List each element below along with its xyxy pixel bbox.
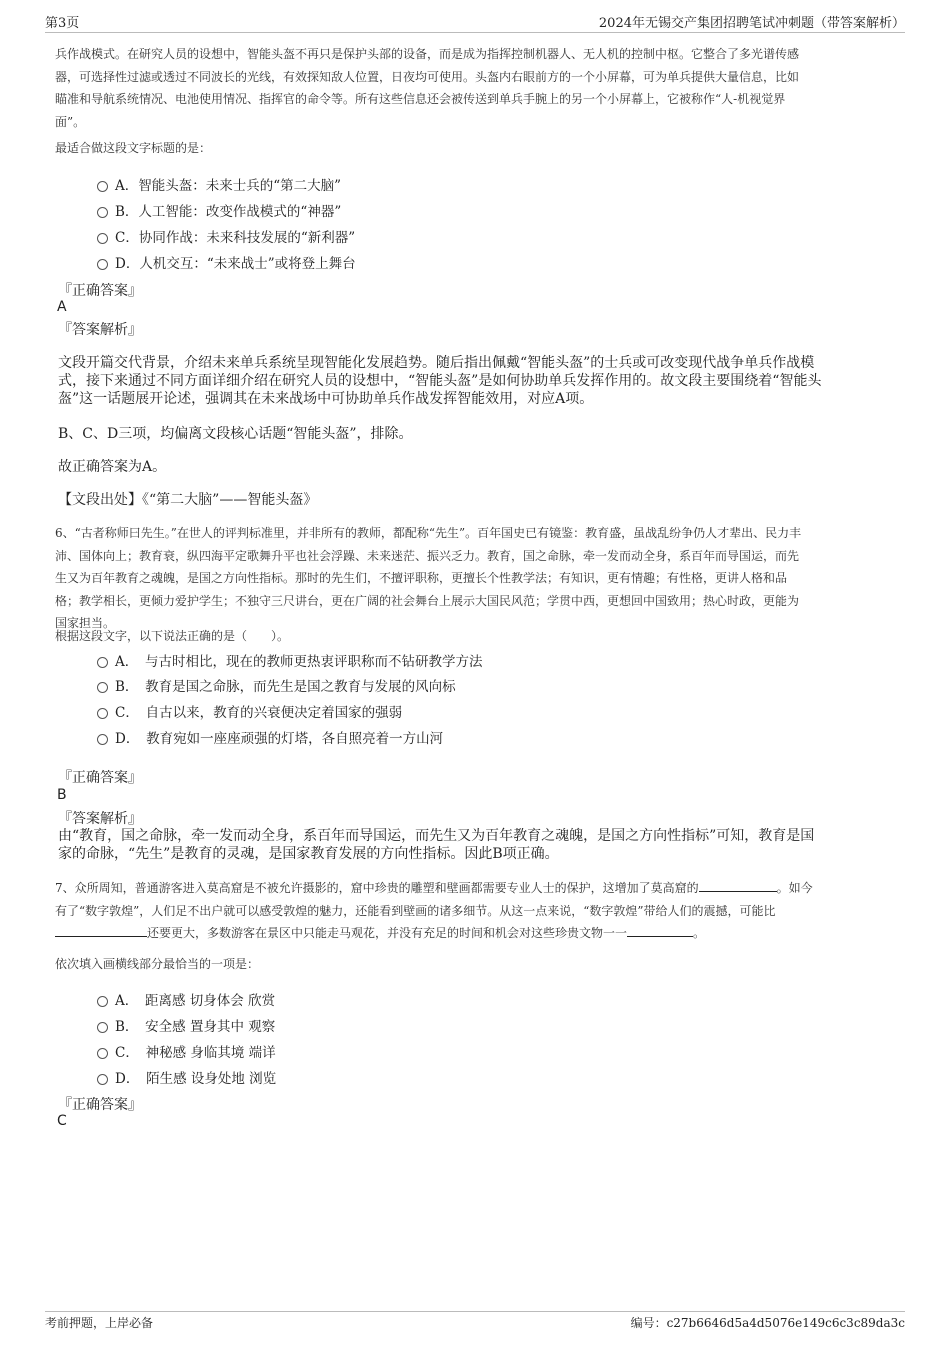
footer-divider bbox=[45, 1311, 905, 1312]
radio-icon[interactable] bbox=[97, 233, 108, 244]
q7-passage-line-3: 还要更大，多数游客在景区中只能走马观花，并没有充足的时间和机会对这些珍贵文物一一 。 bbox=[55, 922, 900, 945]
q7-passage bbox=[55, 877, 900, 945]
q5-answer: A bbox=[57, 299, 67, 315]
q7-option-a[interactable]: A． 距离感 切身体会 欣赏 bbox=[97, 989, 275, 1009]
q6-passage-line: 6、“古者称师曰先生。”在世人的评判标准里，并非所有的教师，都配称“先生”。百年国史已有镜鉴：教育盛，虽战乱纷争仍人才辈出、民力丰 bbox=[55, 526, 802, 540]
q5-analysis-header: 『答案解析』 bbox=[58, 322, 142, 338]
radio-icon[interactable] bbox=[97, 207, 108, 218]
q7-blank-3 bbox=[627, 922, 693, 937]
q6-option-a[interactable]: A． 与古时相比，现在的教师更热衷评职称而不钻研教学方法 bbox=[97, 650, 483, 670]
q5-passage-line: 器，可选择性过滤或透过不同波长的光线，有效探知敌人位置，日夜均可使用。头盔内右眼前方的一个小屏幕，可为单兵提供大量信息，比如 bbox=[55, 69, 800, 84]
q6-passage-line: 沛、国体向上；教育衰，纵四海平定歌舞升平也社会浮躁、未来迷茫、振兴乏力。教育，国之命脉，牵一发而动全身，系百年而导国运，而先 bbox=[55, 548, 800, 563]
q6-passage-line: 格；教学相长，更倾力爱护学生；不独守三尺讲台，更在广阔的社会舞台上展示大国民风范；学贯中西，更想回中国致用；热心时政，更能为 bbox=[55, 593, 800, 608]
radio-icon[interactable] bbox=[97, 996, 108, 1007]
q5-option-d[interactable]: D．人机交互：“未来战士”或将登上舞台 bbox=[97, 252, 356, 272]
q5-option-b[interactable]: B．人工智能：改变作战模式的“神器” bbox=[97, 200, 341, 220]
q7-answer: C bbox=[57, 1113, 67, 1129]
radio-icon[interactable] bbox=[97, 734, 108, 745]
q5-analysis-2: B、C、D三项，均偏离文段核心话题“智能头盔”，排除。 bbox=[58, 426, 413, 442]
q7-option-c[interactable]: C． 神秘感 身临其境 端详 bbox=[97, 1041, 276, 1061]
radio-icon[interactable] bbox=[97, 657, 108, 668]
q6-passage-line: 国家担当。 bbox=[55, 616, 116, 630]
q6-analysis-header: 『答案解析』 bbox=[58, 811, 142, 827]
document-title: 2024年无锡交产集团招聘笔试冲刺题（带答案解析） bbox=[598, 16, 905, 31]
q5-analysis-line: 文段开篇交代背景，介绍未来单兵系统呈现智能化发展趋势。随后指出佩戴“智能头盔”的士兵或可改变现代战争单兵作战模 bbox=[58, 355, 815, 371]
q7-answer-header: 『正确答案』 bbox=[58, 1097, 142, 1113]
header-divider bbox=[45, 32, 905, 33]
q7-option-d[interactable]: D． 陌生感 设身处地 浏览 bbox=[97, 1067, 276, 1087]
q5-option-a[interactable]: A．智能头盔：未来士兵的“第二大脑” bbox=[97, 174, 341, 194]
q6-option-d[interactable]: D． 教育宛如一座座顽强的灯塔，各自照亮着一方山河 bbox=[97, 727, 443, 747]
q6-passage-line: 生又为百年教育之魂魄，是国之方向性指标。那时的先生们，不擅评职称，更擅长个性教学法；有知识，更有情趣；有性格，更讲人格和品 bbox=[55, 571, 788, 585]
q7-blank-1 bbox=[699, 877, 777, 892]
q6-option-c[interactable]: C． 自古以来，教育的兴衰便决定着国家的强弱 bbox=[97, 701, 402, 721]
q5-source: 【文段出处】《“第二大脑”——智能头盔》 bbox=[58, 492, 318, 508]
q7-passage-line-1: 7、众所周知，普通游客进入莫高窟是不被允许摄影的，窟中珍贵的雕塑和壁画都需要专业人士的保护，这增加了莫高窟的 。如今 bbox=[55, 877, 900, 900]
q6-answer-header: 『正确答案』 bbox=[58, 770, 142, 786]
q6-analysis bbox=[58, 827, 893, 863]
q6-prompt: 根据这段文字，以下说法正确的是（ ）。 bbox=[55, 629, 290, 643]
footer-slogan: 考前押题，上岸必备 bbox=[45, 1316, 154, 1330]
q7-option-b[interactable]: B． 安全感 置身其中 观察 bbox=[97, 1015, 275, 1035]
q5-analysis-line: 式，接下来通过不同方面详细介绍在研究人员的设想中，“智能头盔”是如何协助单兵发挥作用的。故文段主要围绕着“智能头 bbox=[58, 373, 822, 389]
q7-prompt: 依次填入画横线部分最恰当的一项是： bbox=[55, 957, 260, 971]
radio-icon[interactable] bbox=[97, 682, 108, 693]
q6-passage bbox=[55, 522, 900, 635]
q5-passage-line: 面”。 bbox=[55, 114, 86, 129]
radio-icon[interactable] bbox=[97, 1022, 108, 1033]
q5-answer-header: 『正确答案』 bbox=[58, 283, 142, 299]
q6-analysis-line: 由“教育，国之命脉，牵一发而动全身，系百年而导国运，而先生又为百年教育之魂魄，是国之方向性指标”可知，教育是国 bbox=[58, 828, 815, 844]
radio-icon[interactable] bbox=[97, 259, 108, 270]
q5-option-c[interactable]: C．协同作战：未来科技发展的“新利器” bbox=[97, 226, 355, 246]
radio-icon[interactable] bbox=[97, 181, 108, 192]
q5-analysis-line: 盔”这一话题展开论述，强调其在未来战场中可协助单兵作战发挥智能效用，对应A项。 bbox=[58, 391, 594, 407]
q6-option-b[interactable]: B． 教育是国之命脉，而先生是国之教育与发展的风向标 bbox=[97, 675, 456, 695]
q5-passage-line: 兵作战模式。在研究人员的设想中，智能头盔不再只是保护头部的设备，而是成为指挥控制机器人、无人机的控制中枢。它整合了多光谱传感 bbox=[55, 47, 800, 61]
page-number: 第3页 bbox=[45, 16, 80, 31]
q5-passage bbox=[55, 43, 900, 133]
q7-passage-line-2: 有了“数字敦煌”，人们足不出户就可以感受敦煌的魅力，还能看到壁画的诸多细节。从这一点来说，“数字敦煌”带给人们的震撼，可能比 bbox=[55, 903, 776, 918]
q6-answer: B bbox=[57, 787, 67, 803]
document-id: 编号：c27b6646d5a4d5076e149c6c3c89da3c bbox=[630, 1316, 905, 1330]
q7-blank-2 bbox=[55, 922, 147, 937]
q5-passage-line: 瞄准和导航系统情况、电池使用情况、指挥官的命令等。所有这些信息还会被传送到单兵手腕上的另一个小屏幕上，它被称作“人-机视觉界 bbox=[55, 92, 786, 106]
q5-prompt: 最适合做这段文字标题的是： bbox=[55, 141, 212, 155]
q5-analysis-3: 故正确答案为A。 bbox=[58, 459, 167, 475]
radio-icon[interactable] bbox=[97, 708, 108, 719]
q5-analysis bbox=[58, 354, 893, 408]
radio-icon[interactable] bbox=[97, 1074, 108, 1085]
radio-icon[interactable] bbox=[97, 1048, 108, 1059]
q6-analysis-line: 家的命脉，“先生”是教育的灵魂，是国家教育发展的方向性指标。因此B项正确。 bbox=[58, 846, 559, 862]
